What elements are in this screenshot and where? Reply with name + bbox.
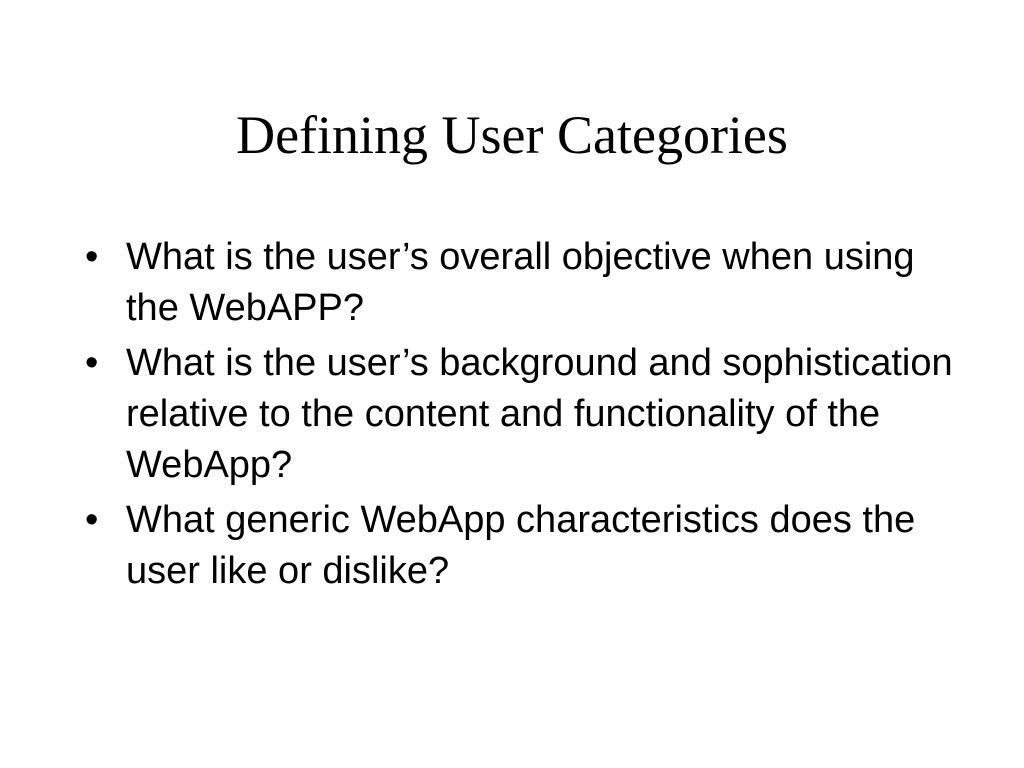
bullet-icon: • (85, 499, 99, 541)
bullet-text: What generic WebApp characteristics does the user like or dislike? (126, 499, 916, 592)
bullet-icon: • (85, 236, 99, 278)
bullet-item (85, 232, 965, 334)
bullet-item (85, 495, 965, 597)
bullet-item (85, 338, 965, 491)
bullet-icon: • (85, 342, 99, 384)
bullet-list (85, 232, 965, 601)
bullet-text: What is the user’s overall objective when using the WebAPP? (126, 236, 915, 329)
bullet-text: What is the user’s background and sophistication relative to the content and functionality of the WebApp? (126, 342, 953, 486)
slide-title: Defining User Categories (236, 105, 788, 165)
